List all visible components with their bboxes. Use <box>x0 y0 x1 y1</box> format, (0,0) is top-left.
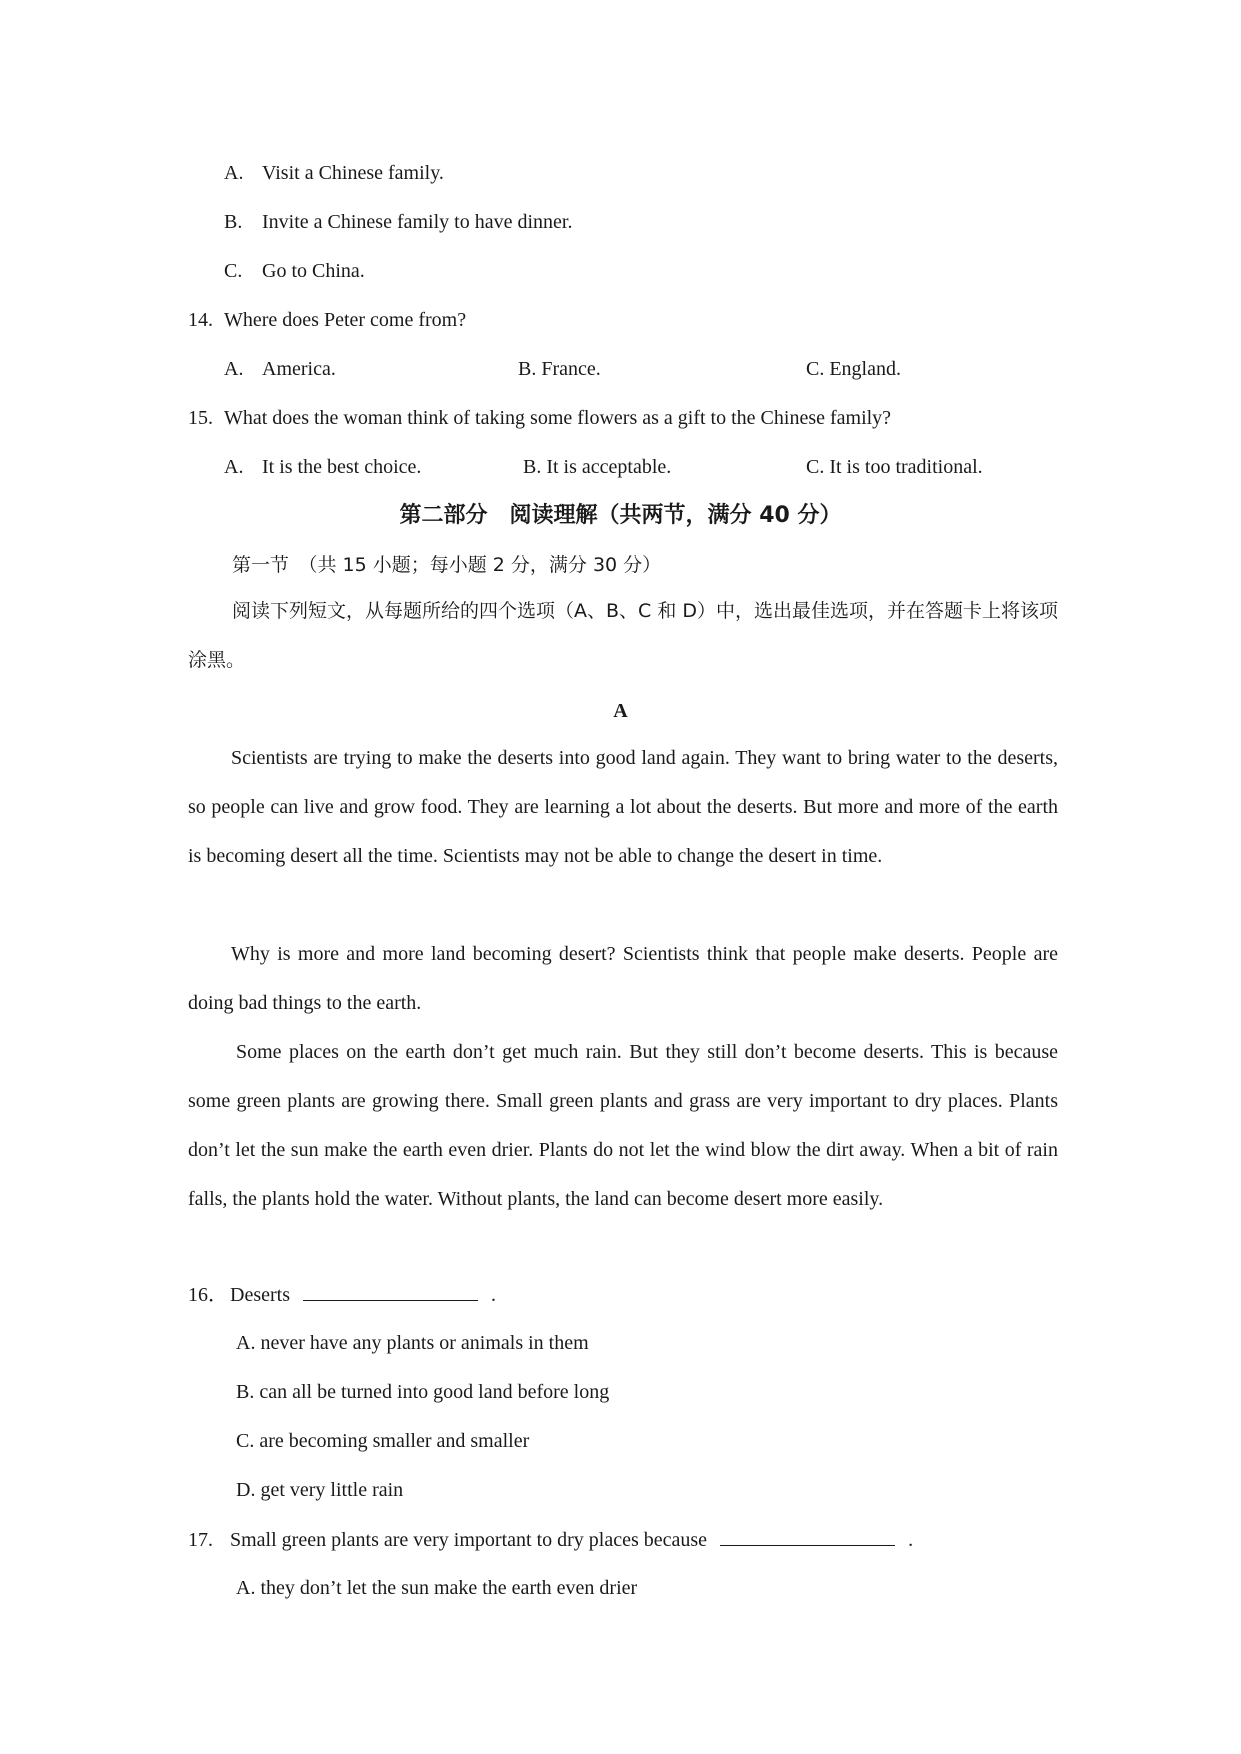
option-text: It is the best choice. <box>262 456 422 478</box>
question-number: 16． <box>188 1284 228 1306</box>
option-row <box>224 210 572 234</box>
option-row: C. are becoming smaller and smaller <box>236 1430 530 1452</box>
option-text: England. <box>829 358 901 380</box>
option-row: A. they don’t let the sun make the earth even drier <box>236 1577 638 1599</box>
option-text: Visit a Chinese family. <box>262 162 444 184</box>
option-row: D. get very little rain <box>236 1479 404 1501</box>
option-row: B. can all be turned into good land before long <box>236 1381 610 1403</box>
section-label: 第一节 （共 15 小题；每小题 2 分，满分 30 分） <box>232 554 662 576</box>
option-letter: C. <box>224 260 243 282</box>
option-row <box>523 455 671 479</box>
option-row <box>806 357 901 381</box>
option-row <box>224 259 365 283</box>
option-row <box>224 161 444 185</box>
question-17 <box>188 1527 913 1552</box>
question-number: 17. <box>188 1529 213 1551</box>
question-end: . <box>908 1529 914 1551</box>
option-letter: C. <box>806 358 825 380</box>
option-text: Invite a Chinese family to have dinner. <box>262 211 573 233</box>
question-14 <box>188 308 466 332</box>
option-letter: B. <box>518 358 537 380</box>
question-16 <box>188 1282 496 1307</box>
question-number: 14. <box>188 309 213 331</box>
part-heading: 第二部分 阅读理解（共两节，满分 40 分） <box>399 503 842 528</box>
option-letter: B. <box>523 456 542 478</box>
question-number: 15. <box>188 407 213 429</box>
question-stem: Deserts <box>230 1284 290 1306</box>
question-stem: Small green plants are very important to dry places because <box>230 1529 708 1551</box>
question-text: What does the woman think of taking some flowers as a gift to the Chinese family? <box>224 407 892 429</box>
answer-blank <box>720 1527 895 1546</box>
option-row <box>518 357 601 381</box>
option-row <box>224 357 336 381</box>
passage-paragraph: Some places on the earth don’t get much rain. But they still don’t become deserts. This is because some green plants are growing there. Small green plants and grass are very important to dry places. Plants don’t let the sun make the earth even drier. Plants do not let the wind blow the dirt away. When a bit of rain falls, the plants hold the water. Without plants, the land can become desert more easily. <box>188 1041 1058 1210</box>
option-text: It is acceptable. <box>546 456 672 478</box>
option-text: France. <box>541 358 601 380</box>
option-row <box>224 455 421 479</box>
option-letter: C. <box>806 456 825 478</box>
answer-blank <box>303 1282 478 1301</box>
option-letter: A. <box>224 162 244 184</box>
option-text: Go to China. <box>262 260 365 282</box>
passage-paragraph: Why is more and more land becoming desert? Scientists think that people make deserts. People are doing bad things to the earth. <box>188 943 1058 1014</box>
passage-title: A <box>613 700 628 722</box>
question-end: . <box>490 1284 496 1306</box>
passage-paragraph: Scientists are trying to make the deserts into good land again. They want to bring water to the deserts, so people can live and grow food. They are learning a lot about the deserts. But more and more of the earth is becoming desert all the time. Scientists may not be able to change the desert in time. <box>188 747 1058 867</box>
option-letter: A. <box>224 358 244 380</box>
option-letter: B. <box>224 211 243 233</box>
question-15 <box>188 406 891 430</box>
instructions: 阅读下列短文，从每题所给的四个选项（A、B、C 和 D）中，选出最佳选项，并在答题卡上将该项涂黑。 <box>188 600 1059 671</box>
option-text: It is too traditional. <box>829 456 983 478</box>
question-text: Where does Peter come from? <box>224 309 467 331</box>
option-text: America. <box>262 358 336 380</box>
option-letter: A. <box>224 456 244 478</box>
option-row: A. never have any plants or animals in them <box>236 1332 589 1354</box>
option-row <box>806 455 983 479</box>
